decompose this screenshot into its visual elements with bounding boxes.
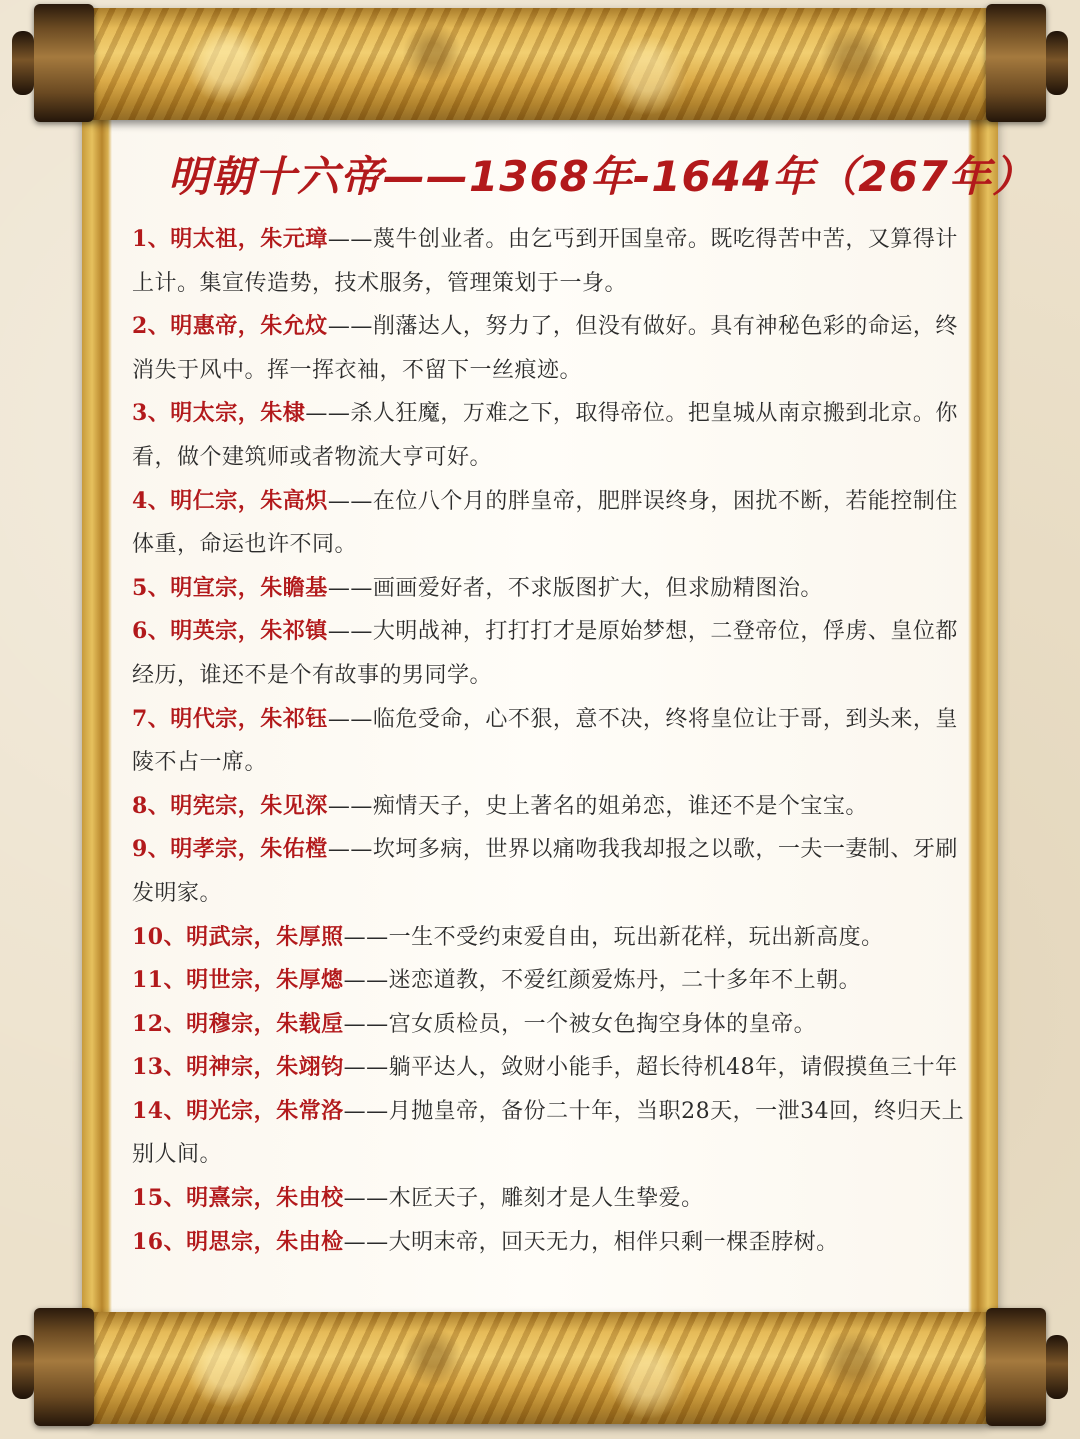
- emperor-name: 15、明熹宗，朱由校: [132, 1185, 344, 1212]
- roller-rod-bottom-left: [34, 1308, 94, 1426]
- emperor-description: ——迷恋道教，不爱红颜爱炼丹，二十多年不上朝。: [343, 968, 862, 994]
- emperor-description: ——宫女质检员，一个被女色掏空身体的皇帝。: [343, 1011, 817, 1037]
- emperor-name: 7、明代宗，朱祁钰: [132, 705, 328, 732]
- roller-knob-top-left: [12, 31, 34, 95]
- emperor-name: 2、明惠帝，朱允炆: [132, 313, 328, 340]
- emperor-description: ——躺平达人，敛财小能手，超长待机48年，请假摸鱼三十年: [343, 1055, 958, 1081]
- list-item: [132, 1177, 972, 1221]
- emperor-description: ——月抛皇帝，备份二十年，当职28天，一泄34回，终归天上别人间。: [132, 1098, 965, 1168]
- emperor-name: 9、明孝宗，朱佑樘: [132, 836, 328, 863]
- list-item: [132, 785, 972, 829]
- roller-rod-top-right: [986, 4, 1046, 122]
- emperor-name: 12、明穆宗，朱载垕: [132, 1010, 344, 1037]
- emperor-description: ——大明战神，打打打才是原始梦想，二登帝位，俘虏、皇位都经历，谁还不是个有故事的男同学。: [132, 619, 958, 688]
- emperor-name: 13、明神宗，朱翊钧: [132, 1054, 344, 1081]
- emperor-name: 1、明太祖，朱元璋: [132, 226, 328, 252]
- scroll-top-roller: [92, 8, 988, 120]
- emperor-name: 11、明世宗，朱厚熜: [132, 967, 344, 994]
- list-item: [132, 1046, 972, 1090]
- list-item: [132, 392, 972, 479]
- emperor-description: ——在位八个月的胖皇帝，肥胖误终身，困扰不断，若能控制住体重，命运也许不同。: [132, 488, 958, 558]
- emperor-name: 5、明宣宗，朱瞻基: [132, 574, 328, 601]
- emperor-list: [132, 218, 972, 1264]
- list-item: [132, 305, 972, 392]
- emperor-name: 3、明太宗，朱棣: [132, 400, 306, 427]
- emperor-description: ——大明末帝，回天无力，相伴只剩一棵歪脖树。: [343, 1229, 839, 1255]
- list-item: [132, 959, 972, 1003]
- page-title: 明朝十六帝——1368年-1644年（267年）: [168, 152, 1035, 201]
- emperor-name: 10、明武宗，朱厚照: [132, 923, 344, 950]
- emperor-description: ——蔑牛创业者。由乞丐到开国皇帝。既吃得苦中苦，又算得计上计。集宣传造势，技术服务，管理策划于一身。: [132, 227, 958, 296]
- roller-knob-bottom-left: [12, 1335, 34, 1399]
- emperor-description: ——木匠天子，雕刻才是人生挚爱。: [343, 1186, 704, 1212]
- list-item: [132, 698, 972, 785]
- emperor-description: ——一生不受约束爱自由，玩出新花样，玩出新高度。: [343, 924, 884, 950]
- roller-rod-bottom-right: [986, 1308, 1046, 1426]
- scroll-bottom-roller: [92, 1312, 988, 1424]
- emperor-name: 6、明英宗，朱祁镇: [132, 618, 328, 645]
- roller-rod-top-left: [34, 4, 94, 122]
- emperor-description: ——痴情天子，史上著名的姐弟恋，谁还不是个宝宝。: [327, 793, 868, 819]
- emperor-name: 14、明光宗，朱常洛: [132, 1097, 344, 1124]
- list-item: [132, 1090, 972, 1177]
- list-item: [132, 480, 972, 567]
- list-item: [132, 828, 972, 915]
- list-item: [132, 1221, 972, 1265]
- list-item: [132, 567, 972, 611]
- emperor-description: ——杀人狂魔，万难之下，取得帝位。把皇城从南京搬到北京。你看，做个建筑师或者物流大亨可好。: [132, 401, 958, 470]
- emperor-description: ——削藩达人，努力了，但没有做好。具有神秘色彩的命运，终消失于风中。挥一挥衣袖，不留下一丝痕迹。: [132, 314, 958, 383]
- list-item: [132, 218, 972, 305]
- scroll-content: [112, 136, 1035, 1296]
- list-item: [132, 1003, 972, 1047]
- emperor-description: ——画画爱好者，不求版图扩大，但求励精图治。: [327, 575, 823, 601]
- emperor-name: 8、明宪宗，朱见深: [132, 792, 328, 819]
- emperor-description: ——坎坷多病，世界以痛吻我我却报之以歌，一夫一妻制、牙刷发明家。: [132, 837, 958, 906]
- emperor-name: 4、明仁宗，朱高炽: [132, 487, 328, 514]
- list-item: [132, 610, 972, 697]
- emperor-name: 16、明思宗，朱由检: [132, 1228, 344, 1255]
- roller-knob-bottom-right: [1046, 1335, 1068, 1399]
- emperor-description: ——临危受命，心不狠，意不决，终将皇位让于哥，到头来，皇陵不占一席。: [132, 706, 958, 776]
- roller-knob-top-right: [1046, 31, 1068, 95]
- list-item: [132, 916, 972, 960]
